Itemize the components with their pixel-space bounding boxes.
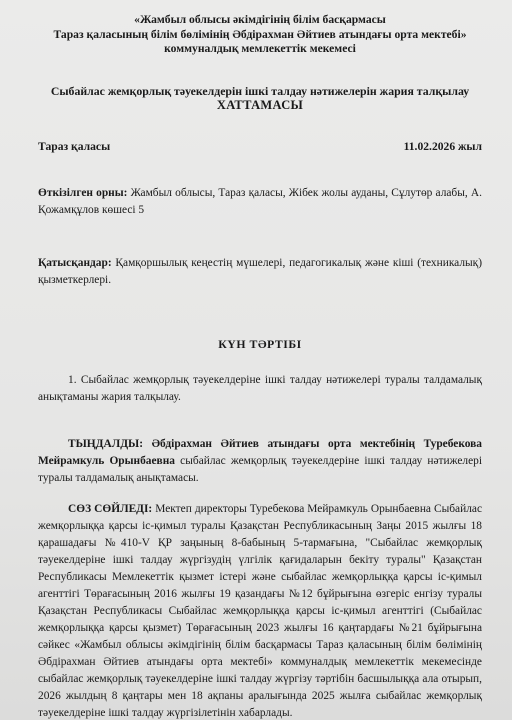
venue-text: Жамбыл облысы, Тараз қаласы, Жібек жолы ауданы, Сұлутөр алабы, А. Қожамқұлов көшесі 5 <box>38 186 482 216</box>
listened-paragraph <box>38 436 482 487</box>
spoke-text: Мектеп директоры Туребекова Мейрамкуль Орынбаевна Сыбайлас жемқорлыққа қарсы іс-қимыл туралы Қазақстан Республикасының Заңы 2015 жылғы 18 қарашадағы №410-V ҚР заңының 8-бабының 5-тармағына, "Сыбайлас жемқорлық тәуекелдеріне ішкі талдау жүргізудің үлгілік қағидаларын бекіту туралы" Қазақстан Республикасы Мемлекеттік қызмет істері және сыбайлас жемқорлыққа қарсы іс-қимыл агенттігі Төрағасының 2016 жылғы 19 қазандағы №12 бұйрығына өзгеріс енгізу туралы Қазақстан Республикасы Сыбайлас жемқорлыққа қарсы іс-қимыл агенттігі (Сыбайлас жемқорлыққа қарсы қызмет) Төрағасының 2023 жылғы 16 қаңтардағы №21 бұйрығына сәйкес «Жамбыл облысы әкімдігінің білім басқармасы Тараз қаласының білім бөлімінің Әбдірахман Әйтиев атындағы орта мектебі» коммуналдық мемлекеттік мекемесінде сыбайлас жемқорлық тәуекелдеріне ішкі талдау жүргізу тәртібін басшылыққа ала отырып, 2026 жылдың 8 қаңтары мен 18 ақпаны аралығында 2025 жылға сыбайлас жемқорлық тәуекелдеріне ішкі талдау жүргізілетінін хабарлады. <box>38 502 482 719</box>
venue-paragraph <box>38 185 482 219</box>
listened-label: ТЫҢДАЛДЫ: <box>68 437 144 450</box>
header-line-3: коммуналдық мемлекеттік мекемесі <box>164 42 356 55</box>
spoke-label: СӨЗ СӨЙЛЕДІ: <box>68 502 153 515</box>
spoke-paragraph <box>38 501 482 720</box>
agenda-item-1: 1. Сыбайлас жемқорлық тәуекелдеріне ішкі талдау нәтижелері туралы талдамалық анықтаманы жария талқылау. <box>38 373 482 403</box>
title-line-1: Сыбайлас жемқорлық тәуекелдерін ішкі талдау нәтижелерін жария талқылау <box>50 83 470 98</box>
header-line-2: Тараз қаласының білім бөлімінің Әбдірахман Әйтиев атындағы орта мектебі» <box>53 27 467 41</box>
agenda-title: КҮН ТӘРТІБІ <box>218 336 302 351</box>
header-line-1: «Жамбыл облысы әкімдігінің білім басқармасы <box>134 13 386 26</box>
participants-text: Қамқоршылық кеңестің мүшелері, педагогикалық және кіші (техникалық) қызметкерлері. <box>38 256 482 286</box>
document-title <box>38 84 482 113</box>
participants-label: Қатысқандар: <box>38 256 112 269</box>
participants-paragraph <box>38 255 482 289</box>
title-line-2: ХАТТАМАСЫ <box>216 97 304 112</box>
date: 11.02.2026 жыл <box>403 139 482 153</box>
listened-speaker: Әбдірахман Әйтиев атындағы орта мектебінің Туребекова Мейрамкуль Орынбаевна <box>38 437 482 467</box>
organization-header <box>38 13 482 57</box>
venue-label: Өткізілген орны: <box>38 186 128 199</box>
city-date-row <box>38 140 482 153</box>
city: Тараз қаласы <box>38 139 111 153</box>
listened-text: сыбайлас жемқорлық тәуекелдеріне ішкі талдау нәтижелері туралы талдамалық анықтамасы. <box>38 454 482 484</box>
